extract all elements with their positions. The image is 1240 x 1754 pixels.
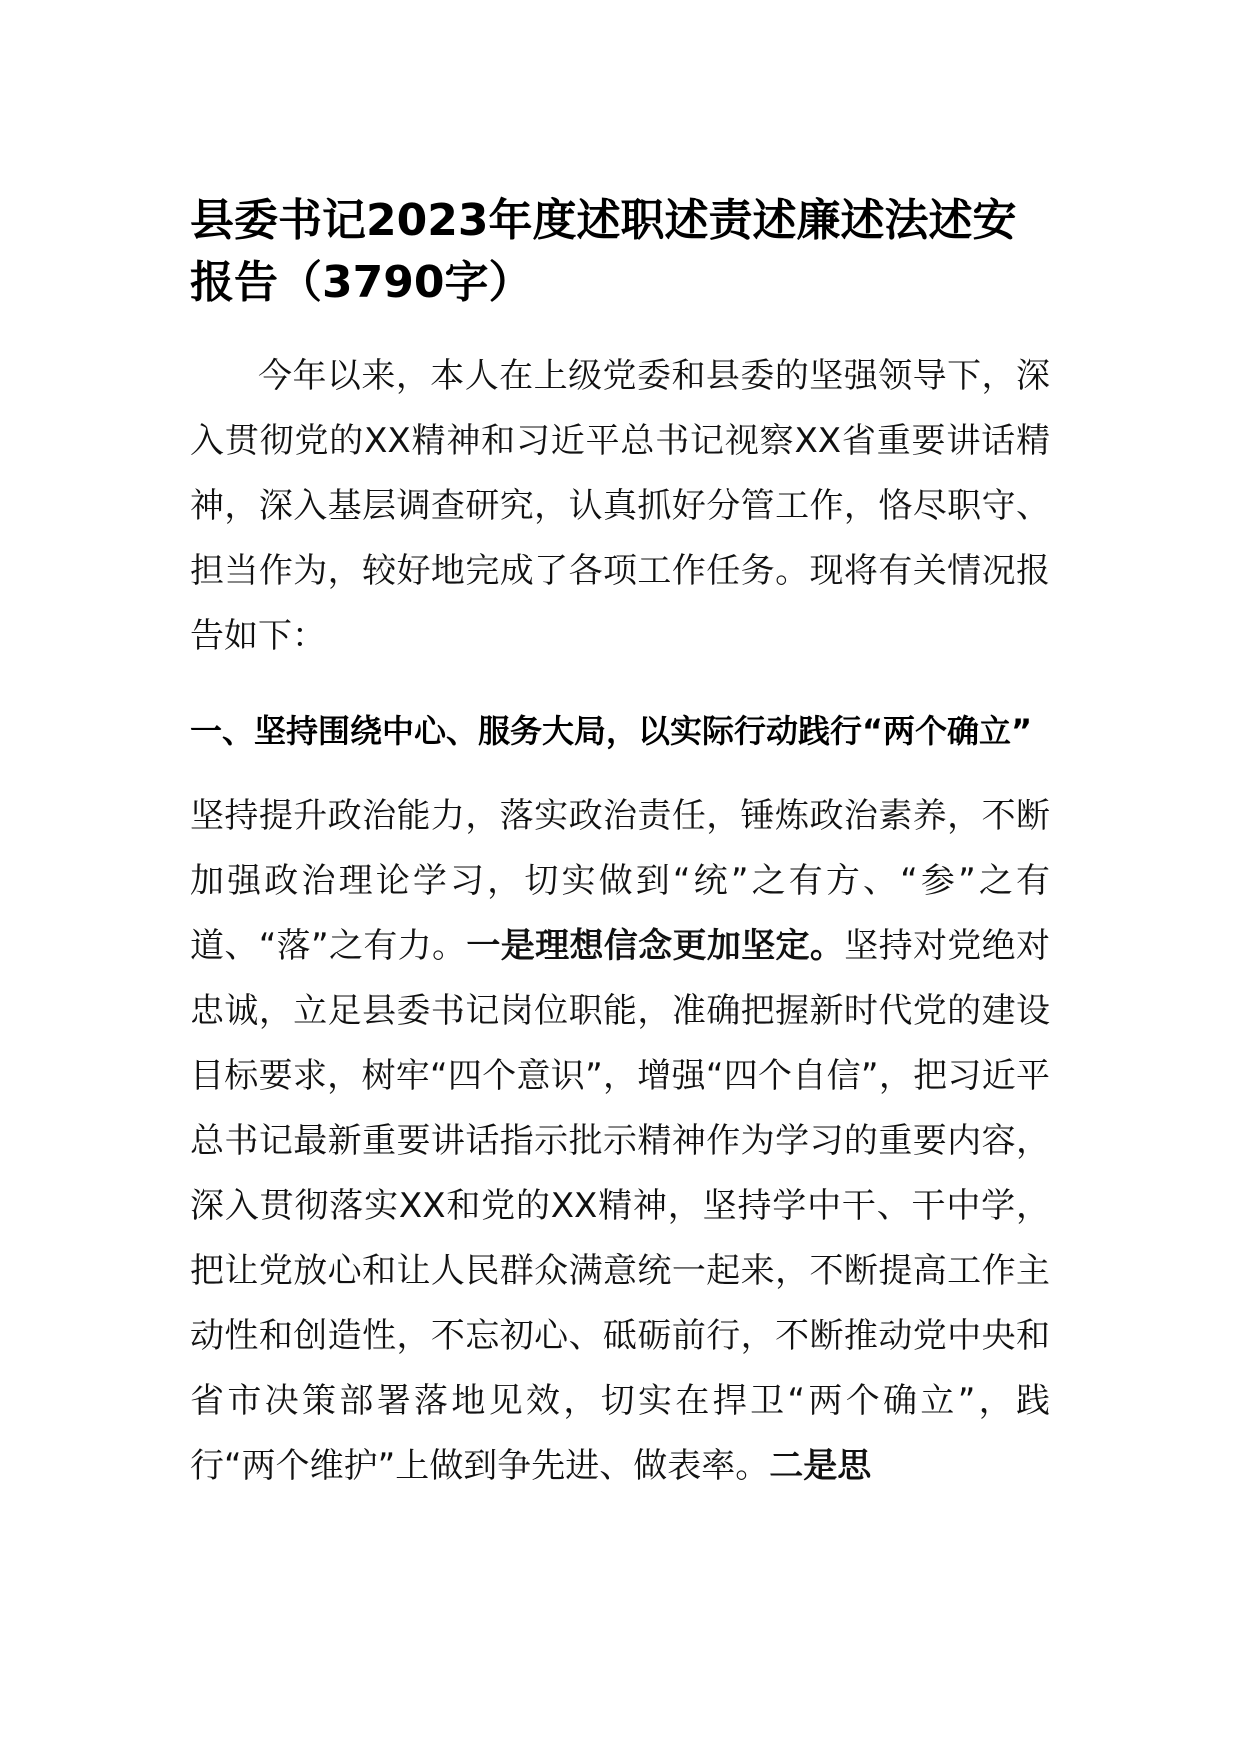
- section-1-paragraph: [190, 784, 1050, 1499]
- section-1-bold-point-1: 一是理想信念更加坚定。: [466, 926, 845, 966]
- document-page: [190, 190, 1050, 1499]
- intro-paragraph: 今年以来，本人在上级党委和县委的坚强领导下，深入贯彻党的XX精神和习近平总书记视察XX省重要讲话精神，深入基层调查研究，认真抓好分管工作，恪尽职守、担当作为，较好地完成了各项工作任务。现将有关情况报告如下：: [190, 356, 1050, 656]
- section-1-bold-point-2: 二是思: [769, 1446, 872, 1486]
- section-1-text-a: 坚持提升政治能力，落实政治责任，锤炼政治素养，不断加强政治理论学习，切实做到“统”之有方、“参”之有道、“落”之有力。: [190, 796, 1050, 966]
- section-1-text-b: 坚持对党绝对忠诚，立足县委书记岗位职能，准确把握新时代党的建设目标要求，树牢“四个意识”，增强“四个自信”，把习近平总书记最新重要讲话指示批示精神作为学习的重要内容，深入贯彻落实XX和党的XX精神，坚持学中干、干中学，把让党放心和让人民群众满意统一起来，不断提高工作主动性和创造性，不忘初心、砥砺前行，不断推动党中央和省市决策部署落地见效，切实在捍卫“两个确立”，践行“两个维护”上做到争先进、做表率。: [190, 926, 1051, 1486]
- section-heading-1: 一、坚持围绕中心、服务大局，以实际行动践行“两个确立”: [190, 712, 1033, 750]
- document-title: 县委书记2023年度述职述责述廉述法述安报告（3790字）: [190, 195, 1017, 308]
